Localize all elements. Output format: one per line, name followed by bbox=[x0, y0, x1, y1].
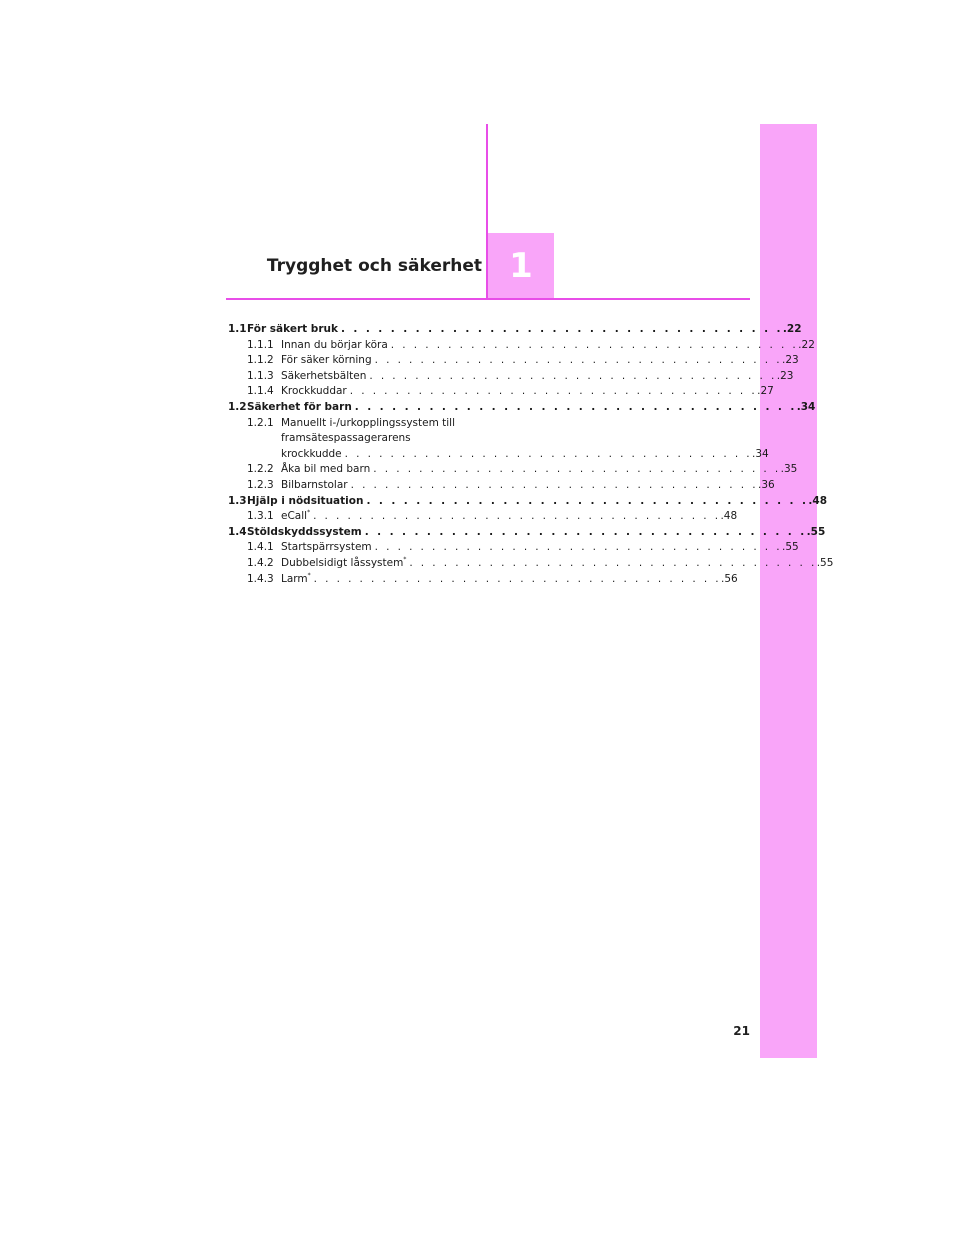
toc-entry-title bbox=[281, 509, 310, 525]
toc-subsection[interactable] bbox=[228, 353, 799, 369]
toc-entry-continuation bbox=[228, 431, 468, 447]
dot-leader: . . . . . . . . . . . . . . . . . . . . . . . . . . . . . . . . . . . . bbox=[340, 323, 783, 335]
toc-subsection[interactable] bbox=[228, 462, 798, 478]
toc-entry-label bbox=[281, 509, 738, 525]
toc-entry-label bbox=[247, 400, 816, 416]
dot-leader: . . . . . . . . . . . . . . . . . . . . . . . . . . . . . . . . . . . . bbox=[313, 510, 721, 523]
table-of-contents bbox=[228, 322, 834, 587]
toc-entry-title bbox=[281, 353, 372, 369]
toc-entry-number: 1.4.1 bbox=[247, 541, 274, 554]
toc-entry-label bbox=[281, 478, 775, 494]
footnote-marker: * bbox=[403, 555, 407, 563]
toc-entry-number: 1.2 bbox=[228, 400, 247, 413]
toc-entry-label bbox=[281, 353, 799, 369]
toc-entry-number: 1.4.3 bbox=[247, 572, 274, 585]
toc-entry-number: 1.4 bbox=[228, 525, 247, 538]
chapter-number-box bbox=[488, 233, 554, 298]
toc-entry-text: Säkerhet för barn bbox=[247, 400, 352, 413]
toc-entry-title bbox=[247, 525, 362, 541]
toc-entry-label bbox=[247, 322, 802, 338]
dot-leader: . . . . . . . . . . . . . . . . . . . . . . . . . . . . . . . . . . . . bbox=[373, 463, 781, 476]
toc-entry-text: För säkert bruk bbox=[247, 323, 338, 335]
toc-entry-number: 1.1.3 bbox=[247, 369, 274, 382]
toc-subsection[interactable] bbox=[228, 338, 815, 354]
toc-entry-text: Krockkuddar bbox=[281, 385, 347, 398]
toc-page-ref: .48 bbox=[720, 510, 738, 523]
toc-entry-number: 1.2.2 bbox=[247, 463, 274, 476]
toc-page-ref: .22 bbox=[782, 323, 802, 335]
toc-page-ref: .55 bbox=[816, 556, 834, 569]
toc-entry-number: 1.1.4 bbox=[247, 385, 274, 398]
toc-page-ref: .23 bbox=[776, 369, 794, 382]
footnote-marker: * bbox=[307, 571, 311, 579]
toc-entry-number: 1.2.3 bbox=[247, 478, 274, 491]
toc-entry-label bbox=[281, 447, 769, 463]
toc-page-ref: .35 bbox=[780, 463, 798, 476]
toc-entry-title bbox=[281, 540, 372, 556]
toc-page-ref: .55 bbox=[782, 541, 799, 554]
footnote-marker: * bbox=[307, 509, 311, 517]
toc-entry-label bbox=[281, 338, 815, 354]
toc-entry-label bbox=[281, 369, 794, 385]
dot-leader: . . . . . . . . . . . . . . . . . . . . . . . . . . . . . . . . . . . . bbox=[349, 385, 758, 398]
toc-page-ref: .55 bbox=[806, 525, 826, 538]
toc-entry-title bbox=[281, 556, 406, 572]
toc-entry-title: Manuellt i-/urkopplingssystem till bbox=[281, 416, 456, 429]
toc-entry-text: För säker körning bbox=[281, 354, 372, 367]
toc-subsection[interactable] bbox=[228, 416, 468, 432]
toc-subsection[interactable] bbox=[228, 555, 834, 572]
dot-leader: . . . . . . . . . . . . . . . . . . . . . . . . . . . . . . . . . . . . bbox=[344, 447, 753, 460]
toc-subsection[interactable] bbox=[228, 509, 738, 525]
toc-entry-continuation bbox=[228, 447, 769, 463]
chapter-title: Trygghet och säkerhet bbox=[266, 256, 482, 276]
toc-page-ref: .48 bbox=[808, 494, 828, 507]
toc-entry-text: Hjälp i nödsituation bbox=[247, 494, 364, 507]
toc-page-ref: .27 bbox=[757, 385, 774, 398]
toc-subsection[interactable] bbox=[228, 571, 738, 588]
toc-entry-number: 1.3.1 bbox=[247, 510, 274, 523]
page-number: 21 bbox=[733, 1024, 750, 1038]
toc-page-ref: .23 bbox=[782, 354, 799, 367]
toc-entry-number: 1.2.1 bbox=[247, 416, 274, 429]
toc-entry-title bbox=[247, 400, 352, 416]
toc-entry-title bbox=[247, 494, 363, 510]
toc-entry-text: Åka bil med barn bbox=[281, 463, 371, 476]
toc-entry-number: 1.1.2 bbox=[247, 354, 274, 367]
toc-section[interactable] bbox=[228, 322, 802, 338]
dot-leader: . . . . . . . . . . . . . . . . . . . . . . . . . . . . . . . . . . . . bbox=[409, 556, 817, 569]
toc-section[interactable] bbox=[228, 400, 816, 416]
toc-page-ref: .22 bbox=[798, 338, 815, 351]
toc-entry-text: Säkerhetsbälten bbox=[281, 369, 367, 382]
toc-page-ref: .34 bbox=[796, 400, 816, 413]
toc-entry-number: 1.1.1 bbox=[247, 338, 274, 351]
dot-leader: . . . . . . . . . . . . . . . . . . . . . . . . . . . . . . . . . . . . bbox=[390, 338, 799, 351]
side-tab-marker bbox=[757, 124, 817, 1058]
toc-page-ref: .34 bbox=[752, 447, 769, 460]
toc-entry-label bbox=[247, 494, 828, 510]
chapter-number: 1 bbox=[509, 245, 533, 286]
toc-subsection[interactable] bbox=[228, 478, 775, 494]
header-horizontal-rule bbox=[226, 298, 750, 300]
toc-entry-text: eCall bbox=[281, 510, 308, 523]
toc-entry-title bbox=[281, 462, 370, 478]
toc-subsection[interactable] bbox=[228, 384, 774, 400]
toc-entry-title bbox=[281, 572, 311, 588]
toc-section[interactable] bbox=[228, 525, 826, 541]
toc-entry-number: 1.3 bbox=[228, 494, 247, 507]
toc-entry-number: 1.1 bbox=[228, 323, 247, 335]
dot-leader: . . . . . . . . . . . . . . . . . . . . . . . . . . . . . . . . . . . . bbox=[364, 525, 807, 538]
dot-leader: . . . . . . . . . . . . . . . . . . . . . . . . . . . . . . . . . . . . bbox=[374, 354, 782, 367]
dot-leader: . . . . . . . . . . . . . . . . . . . . . . . . . . . . . . . . . . . . bbox=[369, 369, 777, 382]
toc-page-ref: .56 bbox=[721, 572, 738, 585]
toc-entry-label bbox=[281, 571, 738, 588]
toc-entry-text: Stöldskyddssystem bbox=[247, 525, 362, 538]
toc-entry-title bbox=[281, 338, 388, 354]
toc-entry-title bbox=[281, 384, 347, 400]
toc-entry-title bbox=[281, 369, 366, 385]
dot-leader: . . . . . . . . . . . . . . . . . . . . . . . . . . . . . . . . . . . . bbox=[354, 400, 797, 413]
toc-entry-label bbox=[281, 540, 799, 556]
toc-entry-label bbox=[281, 416, 468, 432]
dot-leader: . . . . . . . . . . . . . . . . . . . . . . . . . . . . . . . . . . . . bbox=[350, 478, 758, 491]
toc-subsection[interactable] bbox=[228, 540, 799, 556]
toc-entry-text: krockkudde bbox=[281, 447, 342, 460]
toc-entry-text: framsätespassagerarens bbox=[281, 432, 411, 445]
toc-entry-title bbox=[281, 478, 348, 494]
toc-entry-text: Startspärrsystem bbox=[281, 541, 372, 554]
toc-entry-label bbox=[247, 525, 826, 541]
dot-leader: . . . . . . . . . . . . . . . . . . . . . . . . . . . . . . . . . . . . bbox=[374, 541, 783, 554]
dot-leader: . . . . . . . . . . . . . . . . . . . . . . . . . . . . . . . . . . . . bbox=[366, 494, 809, 507]
toc-entry-text: Bilbarnstolar bbox=[281, 478, 348, 491]
toc-entry-text: Dubbelsidigt låssystem bbox=[281, 556, 404, 569]
toc-entry-label bbox=[281, 555, 834, 572]
toc-entry-title bbox=[247, 322, 338, 338]
toc-entry-number: 1.4.2 bbox=[247, 556, 274, 569]
toc-subsection[interactable] bbox=[228, 369, 794, 385]
toc-entry-label bbox=[281, 462, 798, 478]
toc-section[interactable] bbox=[228, 494, 828, 510]
toc-page-ref: .36 bbox=[757, 478, 775, 491]
toc-entry-text: Larm bbox=[281, 572, 308, 585]
toc-entry-text: Innan du börjar köra bbox=[281, 338, 388, 351]
dot-leader: . . . . . . . . . . . . . . . . . . . . . . . . . . . . . . . . . . . . bbox=[313, 572, 722, 585]
toc-entry-label bbox=[281, 384, 774, 400]
